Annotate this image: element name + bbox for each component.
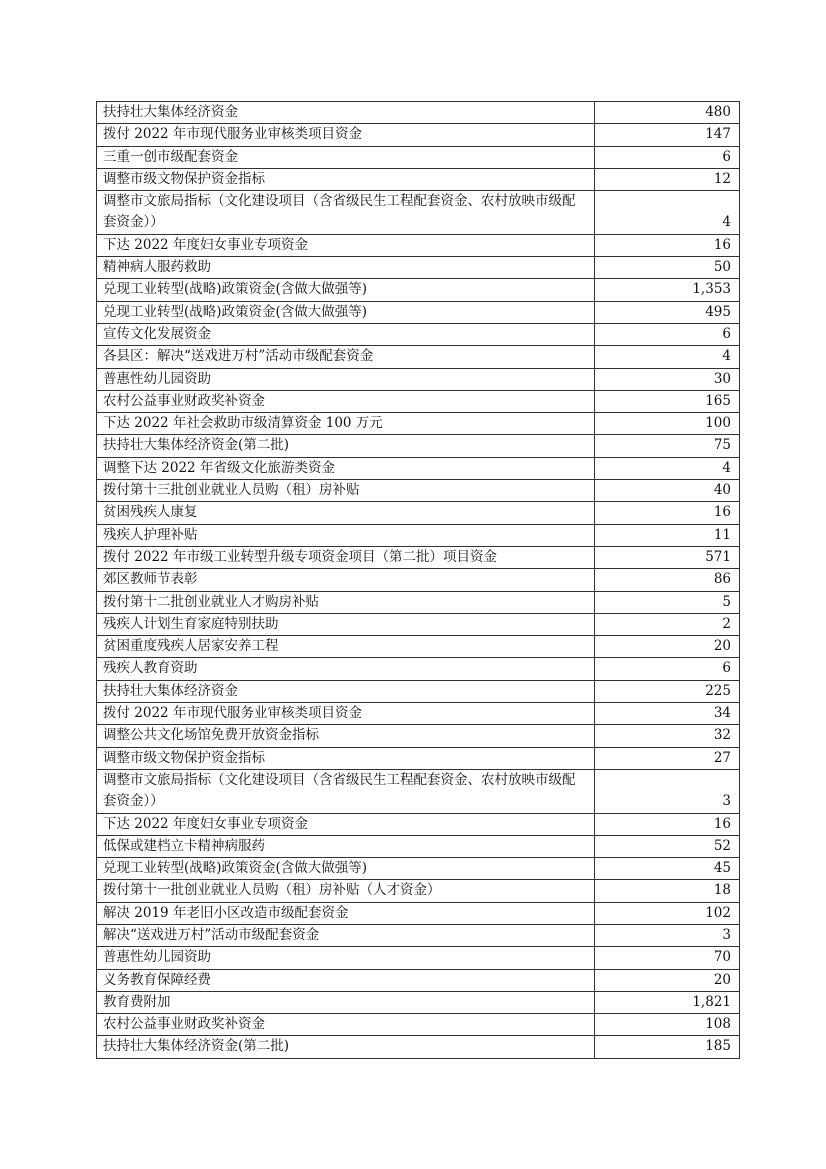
amount-cell: 4 [595,457,740,479]
table-row [97,835,740,857]
fund-allocation-table-body [97,102,740,1059]
amount-cell: 40 [595,480,740,502]
item-name-cell: 扶持壮大集体经济资金(第二批) [97,435,595,457]
item-name-cell: 农村公益事业财政奖补资金 [97,1014,595,1036]
amount-cell: 1,821 [595,991,740,1013]
amount-cell: 11 [595,524,740,546]
amount-cell: 6 [595,146,740,168]
amount-cell: 571 [595,546,740,568]
amount-cell: 480 [595,102,740,124]
item-name-cell: 郊区教师节表彰 [97,569,595,591]
amount-cell: 3 [595,769,740,813]
item-name-cell: 宣传文化发展资金 [97,323,595,345]
table-row [97,680,740,702]
table-row [97,969,740,991]
amount-cell: 185 [595,1036,740,1058]
table-row [97,902,740,924]
table-row [97,636,740,658]
table-row [97,234,740,256]
table-row [97,191,740,235]
amount-cell: 100 [595,413,740,435]
table-row [97,703,740,725]
table-row [97,991,740,1013]
item-name-cell: 精神病人服药救助 [97,257,595,279]
item-name-cell: 调整市级文物保护资金指标 [97,747,595,769]
amount-cell: 6 [595,323,740,345]
amount-cell: 18 [595,880,740,902]
amount-cell: 108 [595,1014,740,1036]
item-name-cell: 三重一创市级配套资金 [97,146,595,168]
table-row [97,102,740,124]
item-name-cell: 拨付第十一批创业就业人员购（租）房补贴（人才资金） [97,880,595,902]
table-row [97,301,740,323]
amount-cell: 70 [595,947,740,969]
table-row [97,1014,740,1036]
table-row [97,146,740,168]
amount-cell: 32 [595,725,740,747]
amount-cell: 45 [595,858,740,880]
item-name-cell: 残疾人护理补贴 [97,524,595,546]
table-row [97,769,740,813]
table-row [97,747,740,769]
item-name-cell: 扶持壮大集体经济资金 [97,680,595,702]
table-row [97,658,740,680]
table-row [97,613,740,635]
amount-cell: 225 [595,680,740,702]
item-name-cell: 拨付 2022 年市现代服务业审核类项目资金 [97,703,595,725]
table-row [97,924,740,946]
table-row [97,569,740,591]
amount-cell: 102 [595,902,740,924]
fund-allocation-table [96,101,740,1059]
amount-cell: 34 [595,703,740,725]
item-name-cell: 农村公益事业财政奖补资金 [97,390,595,412]
item-name-cell: 兑现工业转型(战略)政策资金(含做大做强等) [97,858,595,880]
amount-cell: 27 [595,747,740,769]
table-row [97,591,740,613]
item-name-cell: 拨付第十二批创业就业人才购房补贴 [97,591,595,613]
amount-cell: 5 [595,591,740,613]
table-row [97,390,740,412]
item-name-cell: 普惠性幼儿园资助 [97,947,595,969]
amount-cell: 12 [595,168,740,190]
item-name-cell: 义务教育保障经费 [97,969,595,991]
item-name-cell: 教育费附加 [97,991,595,1013]
item-name-cell: 调整市文旅局指标（文化建设项目（含省级民生工程配套资金、农村放映市级配套资金）） [97,769,595,813]
item-name-cell: 贫困重度残疾人居家安养工程 [97,636,595,658]
table-row [97,413,740,435]
item-name-cell: 残疾人计划生育家庭特别扶助 [97,613,595,635]
table-row [97,480,740,502]
table-row [97,725,740,747]
table-row [97,435,740,457]
table-row [97,168,740,190]
amount-cell: 2 [595,613,740,635]
table-row [97,813,740,835]
item-name-cell: 扶持壮大集体经济资金(第二批) [97,1036,595,1058]
table-row [97,502,740,524]
item-name-cell: 各县区：解决“送戏进万村”活动市级配套资金 [97,346,595,368]
amount-cell: 16 [595,502,740,524]
item-name-cell: 兑现工业转型(战略)政策资金(含做大做强等) [97,301,595,323]
amount-cell: 1,353 [595,279,740,301]
amount-cell: 147 [595,124,740,146]
item-name-cell: 调整市级文物保护资金指标 [97,168,595,190]
table-row [97,457,740,479]
table-row [97,279,740,301]
amount-cell: 20 [595,969,740,991]
amount-cell: 52 [595,835,740,857]
item-name-cell: 低保或建档立卡精神病服药 [97,835,595,857]
amount-cell: 6 [595,658,740,680]
table-row [97,546,740,568]
amount-cell: 16 [595,813,740,835]
item-name-cell: 贫困残疾人康复 [97,502,595,524]
item-name-cell: 拨付第十三批创业就业人员购（租）房补贴 [97,480,595,502]
table-row [97,858,740,880]
item-name-cell: 下达 2022 年社会救助市级清算资金 100 万元 [97,413,595,435]
item-name-cell: 扶持壮大集体经济资金 [97,102,595,124]
item-name-cell: 下达 2022 年度妇女事业专项资金 [97,234,595,256]
item-name-cell: 调整市文旅局指标（文化建设项目（含省级民生工程配套资金、农村放映市级配套资金）） [97,191,595,235]
item-name-cell: 下达 2022 年度妇女事业专项资金 [97,813,595,835]
table-row [97,880,740,902]
item-name-cell: 调整公共文化场馆免费开放资金指标 [97,725,595,747]
amount-cell: 50 [595,257,740,279]
item-name-cell: 解决“送戏进万村”活动市级配套资金 [97,924,595,946]
table-row [97,124,740,146]
table-row [97,323,740,345]
item-name-cell: 残疾人教育资助 [97,658,595,680]
amount-cell: 16 [595,234,740,256]
amount-cell: 165 [595,390,740,412]
amount-cell: 75 [595,435,740,457]
amount-cell: 3 [595,924,740,946]
amount-cell: 20 [595,636,740,658]
table-row [97,368,740,390]
item-name-cell: 普惠性幼儿园资助 [97,368,595,390]
table-row [97,524,740,546]
amount-cell: 4 [595,346,740,368]
table-row [97,1036,740,1058]
table-row [97,257,740,279]
table-row [97,346,740,368]
table-row [97,947,740,969]
amount-cell: 495 [595,301,740,323]
item-name-cell: 拨付 2022 年市现代服务业审核类项目资金 [97,124,595,146]
item-name-cell: 兑现工业转型(战略)政策资金(含做大做强等) [97,279,595,301]
item-name-cell: 调整下达 2022 年省级文化旅游类资金 [97,457,595,479]
item-name-cell: 拨付 2022 年市级工业转型升级专项资金项目（第二批）项目资金 [97,546,595,568]
amount-cell: 86 [595,569,740,591]
amount-cell: 30 [595,368,740,390]
amount-cell: 4 [595,191,740,235]
item-name-cell: 解决 2019 年老旧小区改造市级配套资金 [97,902,595,924]
